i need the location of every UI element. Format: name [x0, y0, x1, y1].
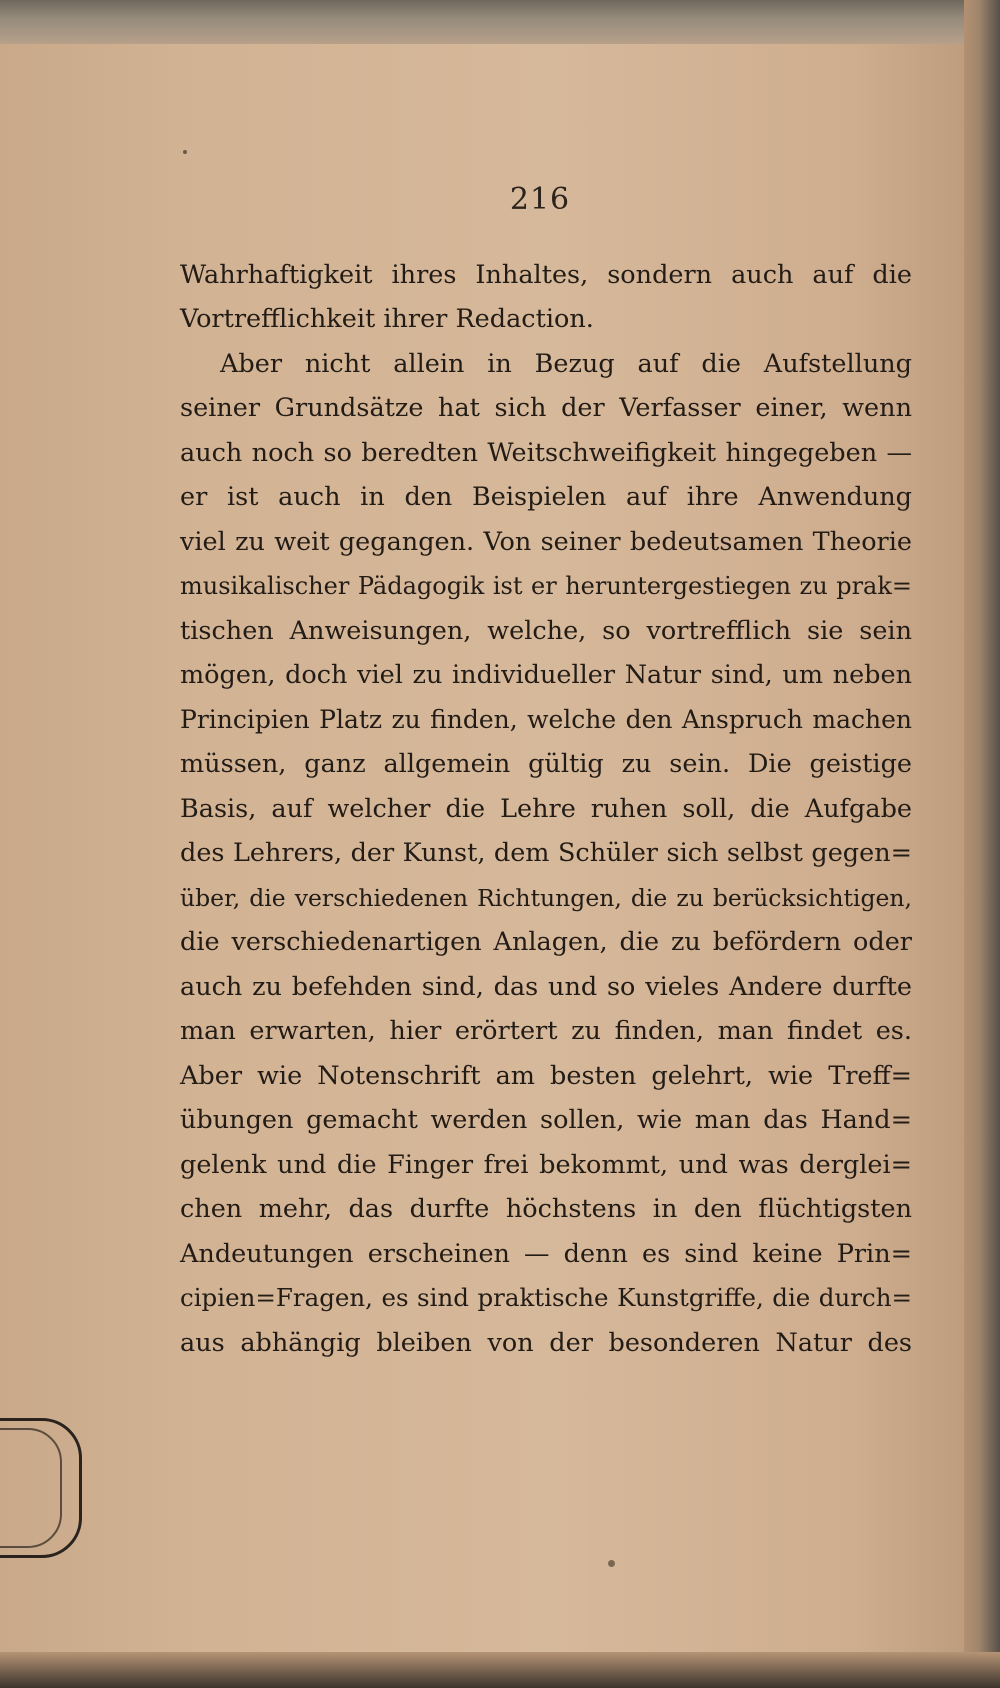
text-line: die verschiedenartigen Anlagen, die zu befördern oder: [180, 927, 912, 957]
text-line: übungen gemacht werden sollen, wie man das Hand=: [180, 1105, 912, 1135]
text-line: viel zu weit gegangen. Von seiner bedeutsamen Theorie: [180, 527, 912, 557]
text-line: müssen, ganz allgemein gültig zu sein. Die geistige: [180, 749, 912, 779]
text-line: aus abhängig bleiben von der besonderen Natur des: [180, 1328, 912, 1358]
text-line: auch noch so beredten Weitschweifigkeit hingegeben —: [180, 438, 912, 468]
ink-speck: [608, 1560, 615, 1567]
text-line: gelenk und die Finger frei bekommt, und was derglei=: [180, 1150, 912, 1180]
text-line: man erwarten, hier erörtert zu finden, man findet es.: [180, 1016, 912, 1046]
page-edge-right: [964, 0, 1000, 1688]
text-line: Andeutungen erscheinen — denn es sind keine Prin=: [180, 1239, 912, 1269]
text-line: chen mehr, das durfte höchstens in den flüchtigsten: [180, 1194, 912, 1224]
text-line: er ist auch in den Beispielen auf ihre Anwendung: [180, 482, 912, 512]
text-line: Principien Platz zu finden, welche den Anspruch machen: [180, 705, 912, 734]
text-line: über, die verschiedenen Richtungen, die zu berücksichtigen,: [180, 884, 912, 912]
text-line: seiner Grundsätze hat sich der Verfasser einer, wenn: [180, 393, 912, 423]
text-line: Aber nicht allein in Bezug auf die Aufstellung: [220, 349, 912, 379]
text-line: auch zu befehden sind, das und so vieles Andere durfte: [180, 972, 912, 1002]
text-line: mögen, doch viel zu individueller Natur sind, um neben: [180, 660, 912, 690]
page-edge-bottom: [0, 1652, 1000, 1688]
text-line: des Lehrers, der Kunst, dem Schüler sich selbst gegen=: [180, 838, 912, 868]
text-line: tischen Anweisungen, welche, so vortrefflich sie sein: [180, 616, 912, 646]
text-line: cipien=Fragen, es sind praktische Kunstgriffe, die durch=: [180, 1283, 912, 1312]
text-line: Vortrefflichkeit ihrer Redaction.: [180, 304, 594, 334]
page-number: 216: [509, 182, 571, 217]
page-edge-top: [0, 0, 1000, 44]
binding-clip-inner-mark: [0, 1428, 62, 1548]
text-line: Aber wie Notenschrift am besten gelehrt, wie Treff=: [180, 1061, 912, 1091]
text-line: Basis, auf welcher die Lehre ruhen soll, die Aufgabe: [180, 794, 912, 824]
text-line: Wahrhaftigkeit ihres Inhaltes, sondern auch auf die: [180, 260, 912, 290]
ink-speck: [183, 150, 187, 154]
text-line: musikalischer Pädagogik ist er heruntergestiegen zu prak=: [180, 572, 912, 600]
